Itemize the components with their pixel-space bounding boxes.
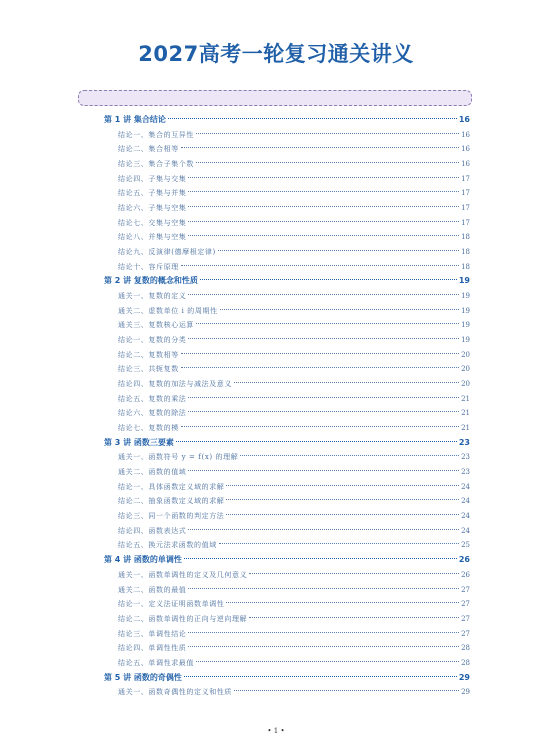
toc-item-row[interactable] [104,172,470,187]
toc-item-label: 通关一、函数单调性的定义及几何意义 [118,570,248,579]
toc-leader-dots [249,573,459,574]
toc-leader-dots [188,294,459,295]
toc-page-number: 21 [461,409,470,418]
toc-leader-dots [196,162,459,163]
toc-leader-dots [181,367,459,368]
toc-leader-dots [226,485,459,486]
toc-item-label: 结论一、集合的互异性 [118,130,194,139]
toc-item-label: 结论三、单调性结论 [118,629,187,638]
toc-chapter-label: 第 1 讲 集合结论 [104,115,166,124]
toc-leader-dots [184,676,457,677]
toc-item-row[interactable] [104,450,470,465]
toc-item-row[interactable] [104,597,470,612]
toc-leader-dots [218,250,459,251]
toc-item-row[interactable] [104,201,470,216]
toc-leader-dots [196,661,459,662]
page-number: • 1 • [267,727,285,735]
toc-item-label: 结论一、具体函数定义域的求解 [118,482,225,491]
toc-item-row[interactable] [104,641,470,656]
toc-item-row[interactable] [104,289,470,304]
toc-leader-dots [240,455,459,456]
toc-page-number: 19 [458,276,470,286]
toc-item-row[interactable] [104,333,470,348]
toc-page-number: 19 [461,321,470,330]
toc-leader-dots [181,147,459,148]
toc-page-number: 17 [461,204,470,213]
toc-item-label: 结论七、交集与空集 [118,218,187,227]
toc-leader-dots [249,617,459,618]
toc-item-label: 结论六、子集与空集 [118,204,187,213]
toc-page-number: 27 [461,629,470,638]
toc-leader-dots [176,441,457,442]
toc-item-row[interactable] [104,612,470,627]
toc-leader-dots [196,323,459,324]
toc-leader-dots [188,646,459,647]
toc-page-number: 26 [458,555,470,565]
toc-page-number: 23 [461,453,470,462]
toc-item-label: 结论九、反演律(德摩根定律) [118,248,216,257]
toc-leader-dots [196,133,459,134]
toc-leader-dots [234,382,459,383]
toc-page-number: 17 [461,174,470,183]
toc-item-row[interactable] [104,568,470,583]
toc-item-label: 结论三、集合子集个数 [118,160,194,169]
toc-leader-dots [234,690,459,691]
toc-item-row[interactable] [104,304,470,319]
document-title: 2027高考一轮复习通关讲义 [138,42,414,66]
toc-leader-dots [181,353,459,354]
toc-item-row[interactable] [104,260,470,275]
toc-leader-dots [188,588,459,589]
toc-item-label: 结论八、并集与空集 [118,233,187,242]
toc-item-label: 结论一、复数的分类 [118,336,187,345]
toc-leader-dots [188,411,459,412]
toc-leader-dots [188,235,459,236]
toc-page-number: 20 [461,365,470,374]
toc-item-row[interactable] [104,157,470,172]
toc-item-row[interactable] [104,583,470,598]
toc-item-label: 结论二、函数单调性的正向与逆向理解 [118,614,248,623]
toc-page-number: 28 [461,658,470,667]
toc-leader-dots [168,118,457,119]
toc-leader-dots [188,191,459,192]
toc-item-label: 结论四、复数的加法与减法及意义 [118,380,232,389]
toc-item-label: 结论五、复数的乘法 [118,394,187,403]
toc-item-label: 结论二、复数相等 [118,350,179,359]
toc-item-label: 结论五、换元法求函数的值域 [118,541,217,550]
toc-page-number: 19 [461,336,470,345]
toc-item-row[interactable] [104,656,470,671]
toc-item-row[interactable] [104,362,470,377]
toc-item-row[interactable] [104,318,470,333]
toc-item-label: 结论四、单调性性质 [118,644,187,653]
toc-item-row[interactable] [104,524,470,539]
toc-leader-dots [188,397,459,398]
toc-item-label: 结论三、同一个函数的判定方法 [118,512,225,521]
toc-page-number: 25 [461,541,470,550]
toc-item-label: 结论五、子集与并集 [118,189,187,198]
toc-page-number: 24 [461,482,470,491]
toc-chapter-label: 第 5 讲 函数的奇偶性 [104,672,182,682]
toc-item-label: 通关二、虚数单位 i 的周期性 [118,306,218,315]
toc-item-row[interactable] [104,142,470,157]
toc-item-row[interactable] [104,392,470,407]
toc-chapter-label: 第 3 讲 函数三要素 [104,437,174,447]
toc-item-row[interactable] [104,216,470,231]
toc-page-number: 24 [461,526,470,535]
toc-page-number: 18 [461,233,470,242]
toc-page-number: 24 [461,512,470,521]
toc-chapter-row[interactable] [104,671,470,686]
toc-leader-dots [188,632,459,633]
toc-chapter-row[interactable] [104,113,470,128]
toc-leader-dots [184,558,457,559]
toc-item-label: 通关三、复数核心运算 [118,321,194,330]
toc-page-number: 16 [461,130,470,139]
toc-item-label: 结论二、抽象函数定义域的求解 [118,497,225,506]
toc-leader-dots [181,426,459,427]
toc-page-number: 29 [461,688,470,697]
toc-leader-dots [181,265,459,266]
toc-page-number: 16 [458,115,470,124]
toc-item-row[interactable] [104,377,470,392]
toc-chapter-row[interactable] [104,274,470,289]
toc-item-row[interactable] [104,480,470,495]
toc-leader-dots [188,529,459,530]
toc-page-number: 27 [461,614,470,623]
toc-page-number: 26 [461,570,470,579]
toc-page-number: 19 [461,306,470,315]
toc-page-number: 23 [458,437,470,447]
toc-page-number: 17 [461,189,470,198]
toc-item-label: 结论四、函数表达式 [118,526,187,535]
toc-item-label: 通关一、复数的定义 [118,292,187,301]
toc-page-number: 19 [461,292,470,301]
toc-chapter-label: 第 2 讲 复数的概念和性质 [104,276,198,286]
toc-item-label: 结论四、子集与交集 [118,174,187,183]
toc-item-label: 通关二、函数的最值 [118,585,187,594]
toc-page-number: 20 [461,350,470,359]
toc-page-number: 18 [461,248,470,257]
toc-page-number: 16 [461,160,470,169]
toc-item-label: 结论一、定义法证明函数单调性 [118,600,225,609]
toc-page-number: 27 [461,585,470,594]
toc-leader-dots [226,602,459,603]
toc-item-row[interactable] [104,128,470,143]
toc-item-row[interactable] [104,685,470,700]
toc-item-label: 结论三、共轭复数 [118,365,179,374]
toc-leader-dots [220,309,459,310]
table-of-contents [104,113,470,700]
toc-item-label: 结论二、集合相等 [118,145,179,154]
toc-leader-dots [200,279,457,280]
toc-leader-dots [188,206,459,207]
toc-page-number: 17 [461,218,470,227]
toc-item-row[interactable] [104,348,470,363]
toc-item-row[interactable] [104,230,470,245]
toc-page-number: 16 [461,145,470,154]
toc-page-number: 18 [461,262,470,271]
toc-chapter-label: 第 4 讲 函数的单调性 [104,555,182,565]
toc-leader-dots [226,514,459,515]
toc-chapter-row[interactable] [104,436,470,451]
toc-page-number: 24 [461,497,470,506]
toc-page-number: 28 [461,644,470,653]
toc-item-label: 通关一、函数奇偶性的定义和性质 [118,688,232,697]
toc-leader-dots [226,499,459,500]
toc-item-row[interactable] [104,465,470,480]
toc-item-row[interactable] [104,538,470,553]
toc-item-label: 通关二、函数的值域 [118,468,187,477]
toc-item-row[interactable] [104,509,470,524]
toc-item-row[interactable] [104,421,470,436]
toc-item-row[interactable] [104,245,470,260]
toc-page-number: 23 [461,468,470,477]
toc-chapter-row[interactable] [104,553,470,568]
toc-leader-dots [188,221,459,222]
toc-item-row[interactable] [104,494,470,509]
toc-item-label: 通关一、函数符号 y = f(x) 的理解 [118,453,239,462]
toc-item-label: 结论五、单调性求最值 [118,658,194,667]
toc-item-row[interactable] [104,627,470,642]
toc-item-row[interactable] [104,186,470,201]
toc-leader-dots [188,338,459,339]
toc-page-number: 21 [461,424,470,433]
toc-page-number: 29 [458,672,470,682]
toc-leader-dots [188,177,459,178]
toc-page-number: 20 [461,380,470,389]
toc-leader-dots [188,470,459,471]
toc-item-label: 结论六、复数的除法 [118,409,187,418]
decorative-banner [78,90,472,106]
toc-page-number: 27 [461,600,470,609]
toc-page-number: 21 [461,394,470,403]
toc-item-label: 结论十、容斥原理 [118,262,179,271]
toc-item-label: 结论七、复数的模 [118,424,179,433]
toc-item-row[interactable] [104,406,470,421]
toc-leader-dots [219,543,459,544]
